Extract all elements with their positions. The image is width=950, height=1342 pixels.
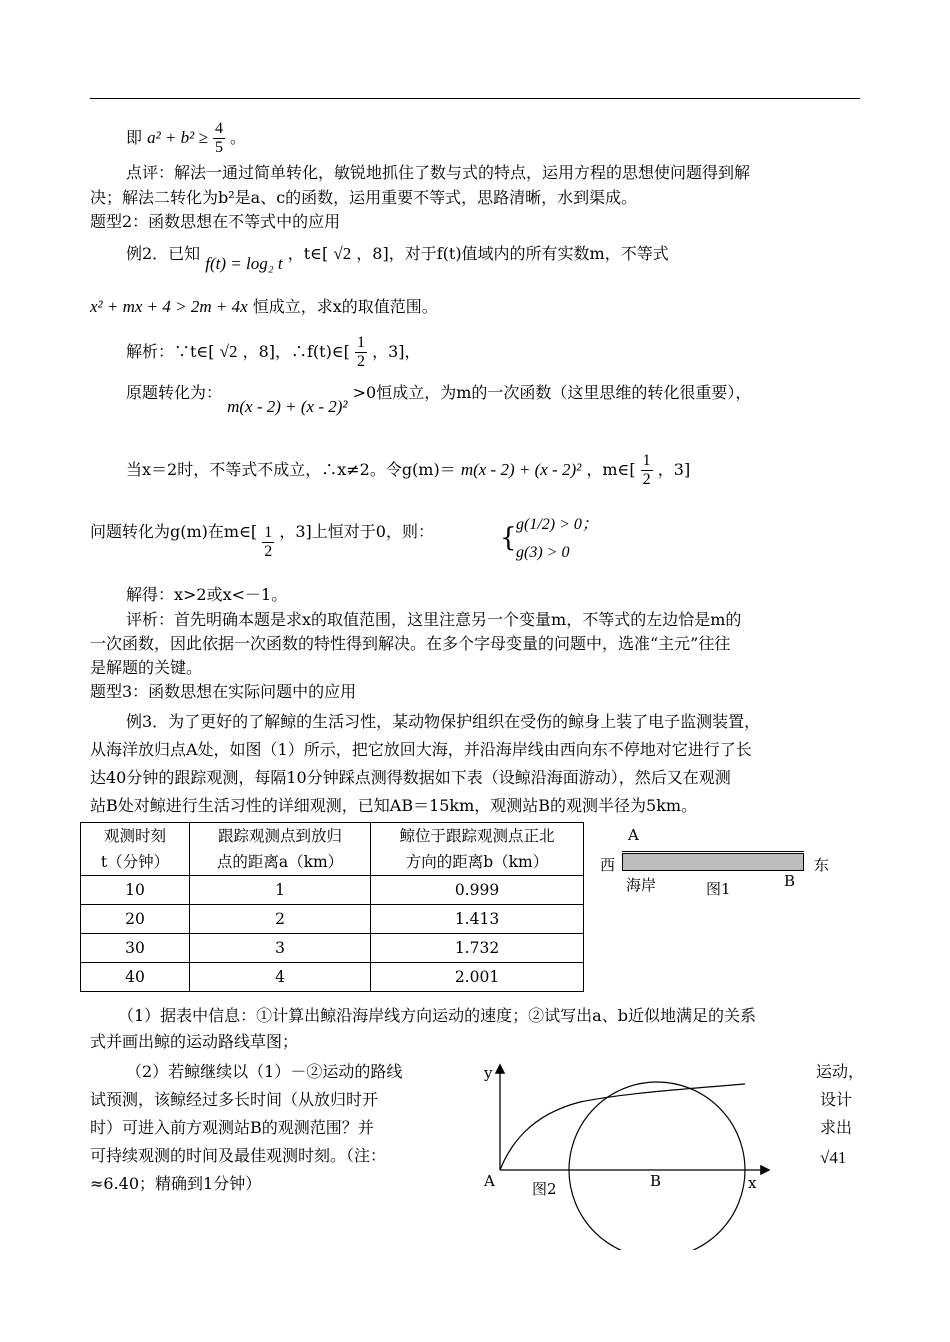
comment-line-1: 点评：解法一通过简单转化，敏锐地抓住了数与式的特点，运用方程的思想使问题得到解 (126, 163, 751, 182)
when-prefix: 当x＝2时，不等式不成立，∴x≠2。令g(m)＝ (126, 460, 456, 479)
fig1-coast-line (622, 851, 804, 852)
fig1-caption: 图1 (706, 880, 731, 898)
fig1-label-east: 东 (814, 856, 830, 874)
fig2-whale-path (500, 1084, 745, 1170)
intro-suffix: 。 (230, 128, 247, 147)
system-line-2: g(3) > 0 (516, 544, 570, 561)
table-row (81, 963, 584, 992)
header-rule (90, 98, 860, 99)
q2-line-4: 可持续观测的时间及最佳观测时刻。（注： (90, 1146, 387, 1165)
observation-table (80, 822, 584, 992)
q-rest: ，3]上恒对于0，则： (279, 522, 434, 541)
sol-sqrt: √2 (219, 342, 238, 361)
system-brace: { (500, 523, 517, 553)
ex2-rest: ，8]，对于f(t)值域内的所有实数m，不等式 (356, 244, 669, 263)
q2-right-sqrt: √41 (820, 1148, 847, 1167)
when-frac-num: 1 (642, 452, 651, 469)
header-time-line2: t（分钟） (100, 853, 170, 871)
header-distance-b (371, 823, 584, 876)
cell-b: 1.413 (371, 905, 584, 934)
header-time (81, 823, 190, 876)
review-line-3: 是解题的关键。 (90, 658, 203, 677)
example2-line (126, 241, 669, 273)
ex2-sqrt: √2 (333, 244, 352, 263)
fig2-label-a: A (484, 1172, 495, 1190)
fig2-label-y: y (484, 1064, 493, 1082)
sol-frac-num: 1 (357, 334, 366, 351)
fig2-label-x: x (748, 1174, 757, 1192)
header-b-line2: 方向的距离b（km） (405, 853, 549, 871)
fig1-label-west: 西 (600, 856, 616, 874)
cell-a: 4 (190, 963, 371, 992)
header-time-line1: 观测时刻 (103, 827, 166, 845)
system-line-1: g(1/2) > 0； (516, 516, 598, 533)
q1-line-2: 式并画出鲸的运动路线草图； (90, 1032, 299, 1051)
fig2-caption: 图2 (532, 1180, 557, 1198)
type2-heading: 题型2：函数思想在不等式中的应用 (90, 212, 341, 231)
answer-line: 解得：x>2或x<－1。 (126, 585, 288, 604)
fig1-label-coast: 海岸 (626, 876, 657, 894)
cell-b: 2.001 (371, 963, 584, 992)
table-header-row (81, 823, 584, 876)
when-mid: ，m∈[ (586, 460, 636, 479)
cell-t: 30 (81, 934, 190, 963)
intro-line (126, 120, 246, 157)
table-row (81, 905, 584, 934)
sol-mid: ，8]，∴f(t)∈[ (242, 342, 350, 361)
fig2-label-b: B (650, 1172, 662, 1190)
conv-math: m(x - 2) + (x - 2)² (227, 397, 348, 416)
intro-prefix: 即 (126, 128, 143, 147)
q2-right-2: 设计 (820, 1090, 853, 1109)
q-frac-num: 1 (264, 524, 273, 541)
problem-line (90, 514, 434, 560)
cell-t: 10 (81, 876, 190, 905)
fig1-coast-bar (622, 853, 804, 871)
comment-line-2: 决；解法二转化为b²是a、c的函数，运用重要不等式，思路清晰，水到渠成。 (90, 188, 638, 207)
review-line-1: 评析：首先明确本题是求x的取值范围，这里注意另一个变量m，不等式的左边恰是m的 (126, 610, 742, 629)
fig1-label-a: A (628, 826, 639, 844)
example3-line-1: 例3．为了更好的了解鲸的生活习性，某动物保护组织在受伤的鲸身上装了电子监测装置， (126, 712, 761, 731)
ex2-mid: ，t∈[ (287, 244, 329, 263)
cell-b: 0.999 (371, 876, 584, 905)
header-a-line2: 点的距离a（km） (216, 853, 344, 871)
header-distance-a (190, 823, 371, 876)
when-math: m(x - 2) + (x - 2)² (460, 460, 582, 479)
cell-a: 3 (190, 934, 371, 963)
solution-line (126, 334, 421, 371)
type3-heading: 题型3：函数思想在实际问题中的应用 (90, 682, 357, 701)
sol-rest: ，3]， (372, 342, 421, 361)
q1-line-1: （1）据表中信息：①计算出鲸沿海岸线方向运动的速度；②试写出a、b近似地满足的关系 (118, 1006, 756, 1025)
ex2-function: f(t) = log₂ t (205, 254, 283, 273)
fig2-observation-circle (569, 1082, 745, 1250)
example3-line-2: 从海洋放归点A处，如图（1）所示，把它放回大海，并沿海岸线由西向东不停地对它进行了长 (90, 740, 752, 759)
example3-line-3: 达40分钟的跟踪观测，每隔10分钟踩点测得数据如下表（设鲸沿海面游动），然后又在观测 (90, 768, 731, 787)
inequality-rest: 恒成立，求x的取值范围。 (252, 297, 438, 316)
cell-t: 20 (81, 905, 190, 934)
q-frac-den: 2 (264, 543, 273, 560)
conv-prefix: 原题转化为： (126, 383, 223, 402)
inequality-math: x² + mx + 4 > 2m + 4x (90, 297, 248, 316)
when-frac-den: 2 (642, 471, 651, 488)
q2-right-3: 求出 (820, 1118, 853, 1137)
header-b-line1: 鲸位于跟踪观测点正北 (399, 827, 555, 845)
when-line (126, 452, 690, 489)
when-fraction (641, 452, 653, 489)
header-a-line1: 跟踪观测点到放归 (217, 827, 342, 845)
conversion-line (126, 380, 752, 416)
cell-a: 1 (190, 876, 371, 905)
q-fraction (262, 524, 274, 561)
ex2-prefix: 例2．已知 (126, 244, 201, 263)
when-rest: ，3] (657, 460, 691, 479)
inequality-line (90, 294, 438, 320)
q2-line-5: ≈6.40；精确到1分钟） (90, 1174, 262, 1193)
intro-fraction (213, 120, 225, 157)
cell-b: 1.732 (371, 934, 584, 963)
fig1-label-b: B (784, 872, 796, 890)
table-row (81, 876, 584, 905)
review-line-2: 一次函数，因此依据一次函数的特性得到解决。在多个字母变量的问题中，选准“主元”往往 (90, 634, 731, 653)
q2-line-2: 试预测，该鲸经过多长时间（从放归时开 (90, 1090, 379, 1109)
fig2-diagram (470, 1060, 780, 1250)
q2-right-1: 运动， (816, 1062, 865, 1081)
sol-frac-den: 2 (357, 353, 366, 370)
conv-rest: >0恒成立，为m的一次函数（这里思维的转化很重要）， (352, 383, 752, 402)
intro-frac-num: 4 (214, 120, 223, 137)
q-prefix: 问题转化为g(m)在m∈[ (90, 522, 258, 541)
example3-line-4: 站B处对鲸进行生活习性的详细观测，已知AB＝15km，观测站B的观测半径为5km。 (90, 796, 698, 815)
intro-frac-den: 5 (214, 139, 223, 156)
cell-t: 40 (81, 963, 190, 992)
sol-prefix: 解析：∵t∈[ (126, 342, 215, 361)
table-row (81, 934, 584, 963)
intro-math: a² + b² ≥ (147, 128, 208, 147)
q2-line-3: 时）可进入前方观测站B的观测范围？并 (90, 1118, 374, 1137)
cell-a: 2 (190, 905, 371, 934)
q2-line-1: （2）若鲸继续以（1）－②运动的路线 (126, 1062, 403, 1081)
sol-fraction (355, 334, 367, 371)
